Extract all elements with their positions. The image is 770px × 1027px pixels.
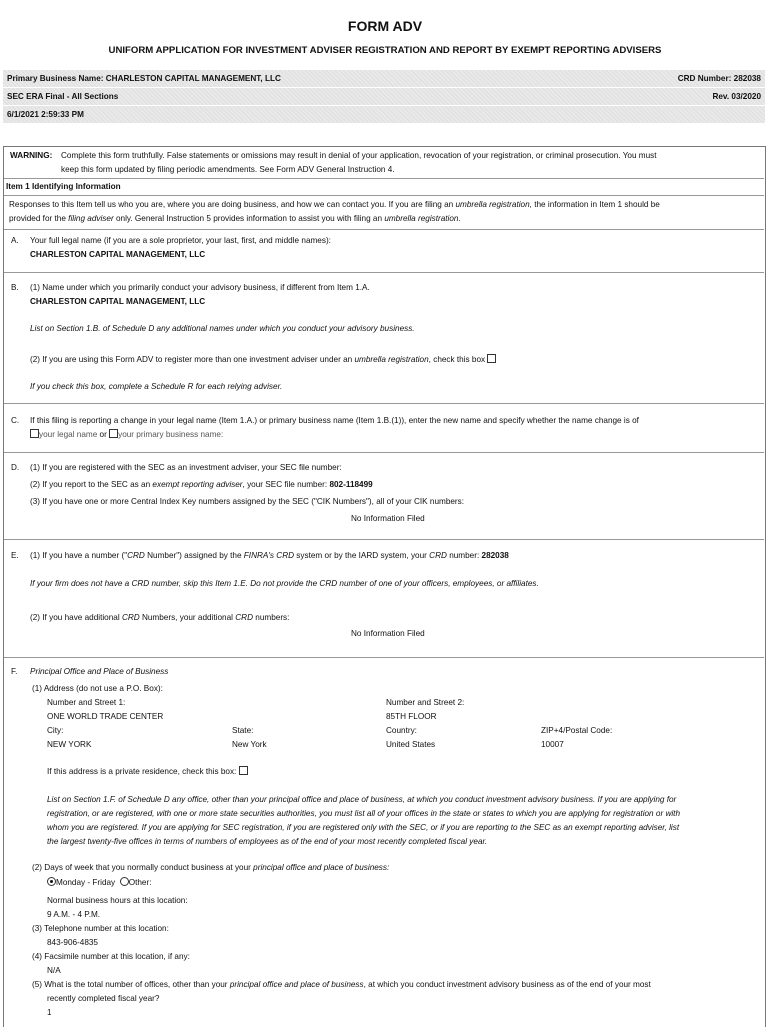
additional-crd-value: No Information Filed — [351, 629, 425, 638]
section-b — [4, 273, 764, 404]
schedule-r-note: If you check this box, complete a Schedule R for each relying adviser. — [30, 382, 283, 391]
section-d-letter: D. — [11, 463, 20, 472]
legal-name-value: CHARLESTON CAPITAL MANAGEMENT, LLC — [30, 250, 206, 259]
era-file-question: (2) If you report to the SEC as an exempt reporting adviser, your SEC file number: 802-118499 — [30, 480, 373, 489]
street1-label: Number and Street 1: — [47, 698, 126, 707]
intro-line-2: provided for the filing adviser only. General Instruction 5 provides information to assist you with filing an umbrella registration. — [9, 214, 461, 223]
sec-file-question: (1) If you are registered with the SEC as an investment adviser, your SEC file number: — [30, 463, 342, 472]
form-revision: Rev. 03/2020 — [712, 92, 761, 101]
business-hours-label: Normal business hours at this location: — [47, 896, 188, 905]
business-name-value: CHARLESTON CAPITAL MANAGEMENT, LLC — [30, 297, 206, 306]
section-e-letter: E. — [11, 551, 19, 560]
telephone-value: 843-906-4835 — [47, 938, 98, 947]
private-residence-checkbox[interactable] — [239, 766, 248, 775]
street2-label: Number and Street 2: — [386, 698, 465, 707]
section-a — [4, 230, 764, 273]
item1-heading-row — [4, 179, 764, 196]
filing-type: SEC ERA Final - All Sections — [7, 92, 119, 101]
crd-number: CRD Number: 282038 — [677, 74, 761, 83]
warning-section — [4, 146, 764, 179]
telephone-label: (3) Telephone number at this location: — [32, 924, 169, 933]
monday-friday-radio[interactable] — [47, 877, 56, 886]
state-label: State: — [232, 726, 254, 735]
section-f — [4, 658, 764, 1024]
legal-name-question: Your full legal name (if you are a sole proprietor, your last, first, and middle names): — [30, 236, 331, 245]
office-list-note-1: List on Section 1.F. of Schedule D any office, other than your principal office and place of business, at which you conduct investment advisory business. If you are applying for — [47, 795, 677, 804]
business-name-question: (1) Name under which you primarily conduct your advisory business, if different from Item 1.A. — [30, 283, 370, 292]
days-question: (2) Days of week that you normally conduct business at your principal office and place of business: — [32, 863, 390, 872]
warning-text-1: Complete this form truthfully. False statements or omissions may result in denial of your application, revocation of your registration, or criminal prosecution. You must — [61, 151, 657, 160]
address-label: (1) Address (do not use a P.O. Box): — [32, 684, 163, 693]
cik-value: No Information Filed — [351, 514, 425, 523]
primary-business-name: Primary Business Name: CHARLESTON CAPITAL MANAGEMENT, LLC — [7, 74, 281, 83]
city-value: NEW YORK — [47, 740, 92, 749]
item1-heading: Item 1 Identifying Information — [6, 182, 121, 191]
other-days-label: Other: — [128, 878, 152, 887]
legal-name-change-checkbox[interactable] — [30, 429, 39, 438]
section-f-letter: F. — [11, 667, 18, 676]
monday-friday-label: Monday - Friday — [56, 878, 116, 887]
header-band-filing — [3, 88, 765, 105]
intro-line-1: Responses to this Item tell us who you are, where you are doing business, and how we can contact you. If you are filing an umbrella registration, the information in Item 1 should be — [9, 200, 660, 209]
sec-file-number: 802-118499 — [329, 480, 373, 489]
country-label: Country: — [386, 726, 417, 735]
office-list-note-2: registration, or are registered, with one or more state securities authorities, you must list all of your offices in the state or states to which you are applying for registration or with — [47, 809, 681, 818]
additional-names-note: List on Section 1.B. of Schedule D any additional names under which you conduct your advisory business. — [30, 324, 415, 333]
crd-question: (1) If you have a number ("CRD Number") assigned by the FINRA's CRD system or by the IARD system, your CRD number: 282038 — [30, 551, 509, 560]
zip-label: ZIP+4/Postal Code: — [541, 726, 613, 735]
city-label: City: — [47, 726, 64, 735]
principal-office-heading: Principal Office and Place of Business — [30, 667, 169, 676]
country-value: United States — [386, 740, 436, 749]
umbrella-question: (2) If you are using this Form ADV to register more than one investment adviser under an umbrella registration, check this box — [30, 354, 496, 365]
filing-datetime: 6/1/2021 2:59:33 PM — [7, 110, 84, 119]
business-name-change-checkbox[interactable] — [109, 429, 118, 438]
header-band-business — [3, 70, 765, 87]
warning-text-2: keep this form updated by filing periodic amendments. See Form ADV General Instruction 4. — [61, 165, 395, 174]
section-a-letter: A. — [11, 236, 19, 245]
section-e — [4, 540, 764, 658]
zip-value: 10007 — [541, 740, 564, 749]
umbrella-checkbox[interactable] — [487, 354, 496, 363]
section-b-letter: B. — [11, 283, 19, 292]
header-band-date — [3, 106, 765, 123]
state-value: New York — [232, 740, 267, 749]
crd-skip-note: If your firm does not have a CRD number, skip this Item 1.E. Do not provide the CRD number of one of your officers, employees, or affiliates. — [30, 579, 539, 588]
offices-question: (5) What is the total number of offices, other than your principal office and place of business, at which you conduct investment advisory business as of the end of your most — [32, 980, 651, 989]
crd-value: 282038 — [481, 551, 509, 560]
section-c — [4, 404, 764, 453]
office-list-note-4: the largest twenty-five offices in terms of numbers of employees as of the end of your most recently completed fiscal year. — [47, 837, 488, 846]
other-days-radio[interactable] — [120, 877, 129, 886]
form-title: FORM ADV — [347, 18, 423, 34]
name-change-options: your legal name or your primary business name: — [30, 429, 223, 440]
offices-count-value: 1 — [47, 1008, 52, 1017]
days-options — [47, 877, 151, 888]
street2-value: 85TH FLOOR — [386, 712, 437, 721]
additional-crd-question: (2) If you have additional CRD Numbers, your additional CRD numbers: — [30, 613, 290, 622]
warning-label: WARNING: — [10, 151, 53, 160]
private-residence-question: If this address is a private residence, check this box: — [47, 766, 248, 777]
office-list-note-3: whom you are registered. If you are applying for SEC registration, if you are registered only with the SEC, or if you are reporting to the SEC as an exempt reporting adviser, list — [47, 823, 680, 832]
cik-question: (3) If you have one or more Central Index Key numbers assigned by the SEC ("CIK Numbers"), all of your CIK numbers: — [30, 497, 465, 506]
fax-value: N/A — [47, 966, 61, 975]
name-change-question: If this filing is reporting a change in your legal name (Item 1.A.) or primary business name (Item 1.B.(1)), enter the new name and specify whether the name change is of — [30, 416, 639, 425]
section-c-letter: C. — [11, 416, 20, 425]
offices-question-cont: recently completed fiscal year? — [47, 994, 160, 1003]
street1-value: ONE WORLD TRADE CENTER — [47, 712, 164, 721]
form-subtitle: UNIFORM APPLICATION FOR INVESTMENT ADVISER REGISTRATION AND REPORT BY EXEMPT REPORTING ADVISERS — [108, 45, 662, 56]
item1-intro — [4, 196, 764, 230]
section-d — [4, 453, 764, 540]
business-hours-value: 9 A.M. - 4 P.M. — [47, 910, 101, 919]
fax-label: (4) Facsimile number at this location, if any: — [32, 952, 190, 961]
